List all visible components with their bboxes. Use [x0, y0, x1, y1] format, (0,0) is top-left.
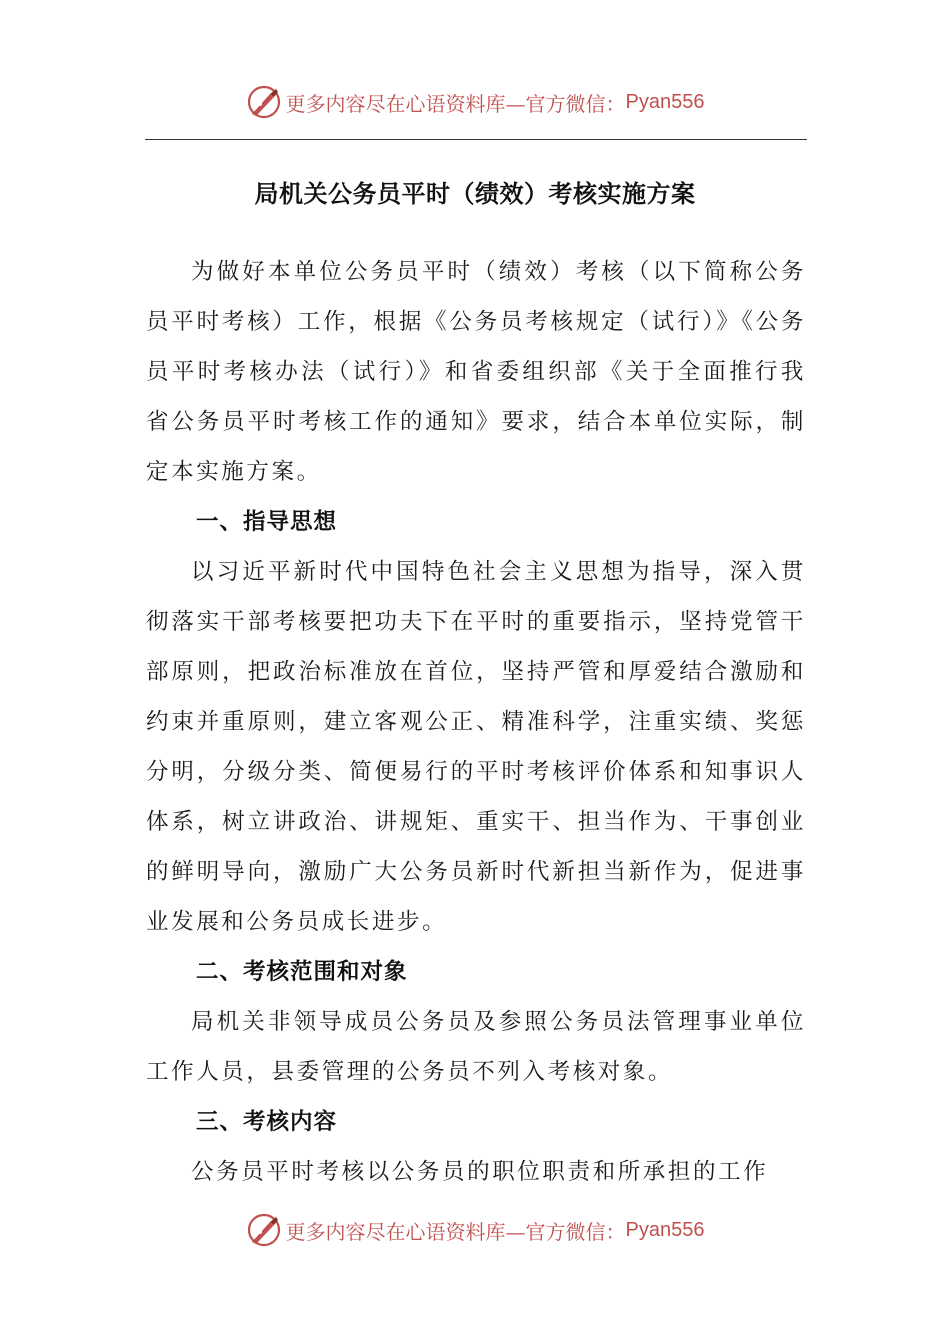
section-heading-guiding-ideology: 一、指导思想: [196, 509, 338, 535]
intro-paragraph: 为做好本单位公务员平时（绩效）考核（以下简称公务员平时考核）工作，根据《公务员考核规定（试行）》《公务员平时考核办法（试行）》和省委组织部《关于全面推行我省公务员平时考核工作的通知》要求，结合本单位实际，制定本实施方案。: [146, 259, 806, 485]
section-paragraph-guiding-ideology: 以习近平新时代中国特色社会主义思想为指导，深入贯彻落实干部考核要把功夫下在平时的重要指示，坚持党管干部原则，把政治标准放在首位，坚持严管和厚爱结合激励和约束并重原则，建立客观公正、精准科学，注重实绩、奖惩分明，分级分类、简便易行的平时考核评价体系和知事识人体系，树立讲政治、讲规矩、重实干、担当作为、干事创业的鲜明导向，激励广大公务员新时代新担当新作为，促进事业发展和公务员成长进步。: [146, 559, 806, 935]
section-paragraph-content: 公务员平时考核以公务员的职位职责和所承担的工作: [191, 1159, 769, 1185]
header-divider: [145, 139, 807, 140]
watermark-text: 更多内容尽在心语资料库—官方微信：: [285, 1219, 626, 1244]
section-heading-content: 三、考核内容: [196, 1109, 338, 1135]
watermark-text: 更多内容尽在心语资料库—官方微信：: [285, 91, 626, 116]
watermark-contact: Pyan556: [625, 90, 705, 113]
footer-watermark: [0, 1208, 950, 1252]
watermark-contact: Pyan556: [625, 1218, 705, 1241]
section-heading-scope: 二、考核范围和对象: [196, 959, 408, 985]
document-title: 局机关公务员平时（绩效）考核实施方案: [254, 180, 696, 208]
section-paragraph-scope: 局机关非领导成员公务员及参照公务员法管理事业单位工作人员，县委管理的公务员不列入考核对象。: [146, 1009, 806, 1085]
pen-logo-icon: [246, 84, 282, 120]
document-body: [146, 247, 806, 1197]
header-watermark: [0, 80, 950, 124]
pen-logo-icon: [246, 1212, 282, 1248]
